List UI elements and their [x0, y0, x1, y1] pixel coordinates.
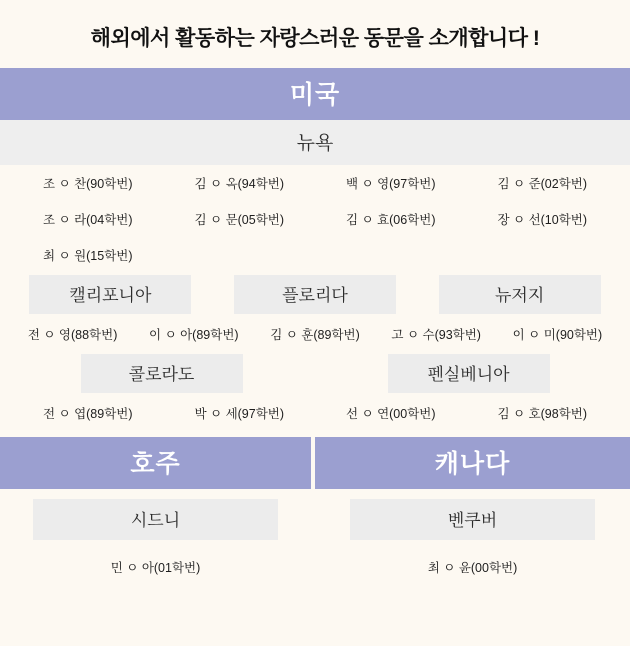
names-row: [0, 201, 630, 237]
names-row: [0, 395, 630, 431]
alumni-name: 김 ㅇ 호(98학번): [497, 407, 588, 421]
city-label-pennsylvania: 펜실베니아: [388, 354, 550, 393]
alumni-name: 김 ㅇ 준(02학번): [497, 177, 588, 191]
city-label-newyork: 뉴욕: [0, 120, 630, 165]
alumni-name: 이 ㅇ 미(90학번): [512, 328, 603, 342]
bottom-spacer: [0, 576, 630, 646]
country-australia-block: [0, 437, 315, 576]
names-row: [0, 165, 630, 201]
page-title: 해외에서 활동하는 자랑스러운 동문을 소개합니다 !: [90, 27, 540, 50]
city-label-sydney: 시드니: [33, 499, 278, 540]
alumni-name: 김 ㅇ 문(05학번): [194, 213, 285, 227]
country-usa-block: [0, 68, 630, 431]
alumni-name: 김 ㅇ 옥(94학번): [194, 177, 285, 191]
city-row: [0, 352, 630, 395]
alumni-name: 백 ㅇ 영(97학번): [345, 177, 436, 191]
alumni-name: 전 ㅇ 영(88학번): [27, 328, 118, 342]
country-header-australia: 호주: [0, 437, 311, 489]
alumni-name: 이 ㅇ 아(89학번): [149, 328, 239, 342]
city-label-newjersey: 뉴저지: [439, 275, 601, 314]
alumni-name: 선 ㅇ 연(00학번): [345, 407, 436, 421]
alumni-name: 최 ㅇ 윤(00학번): [315, 544, 630, 576]
bottom-countries: [0, 437, 630, 576]
country-canada-block: [315, 437, 630, 576]
alumni-name: 장 ㅇ 선(10학번): [497, 213, 588, 227]
country-header-canada: 캐나다: [315, 437, 630, 489]
alumni-name: 민 ㅇ 아(01학번): [0, 544, 311, 576]
alumni-name: 전 ㅇ 엽(89학번): [42, 407, 133, 421]
alumni-name: 김 ㅇ 효(06학번): [345, 213, 436, 227]
alumni-name: 조 ㅇ 찬(90학번): [42, 177, 133, 191]
city-label-california: 캘리포니아: [29, 275, 191, 314]
city-label-vancouver: 벤쿠버: [350, 499, 595, 540]
names-row: [0, 237, 630, 273]
city-label-florida: 플로리다: [234, 275, 396, 314]
alumni-name: 고 ㅇ 수(93학번): [391, 328, 481, 342]
city-row: [0, 273, 630, 316]
alumni-name: 최 ㅇ 원(15학번): [42, 249, 133, 263]
city-row: [0, 489, 311, 544]
alumni-name: 김 ㅇ 훈(89학번): [270, 328, 360, 342]
country-header-usa: 미국: [0, 68, 630, 120]
alumni-name: 박 ㅇ 세(97학번): [194, 407, 285, 421]
city-row: [315, 489, 630, 544]
names-row: [0, 316, 630, 352]
alumni-name: 조 ㅇ 라(04학번): [42, 213, 133, 227]
city-label-colorado: 콜로라도: [81, 354, 243, 393]
